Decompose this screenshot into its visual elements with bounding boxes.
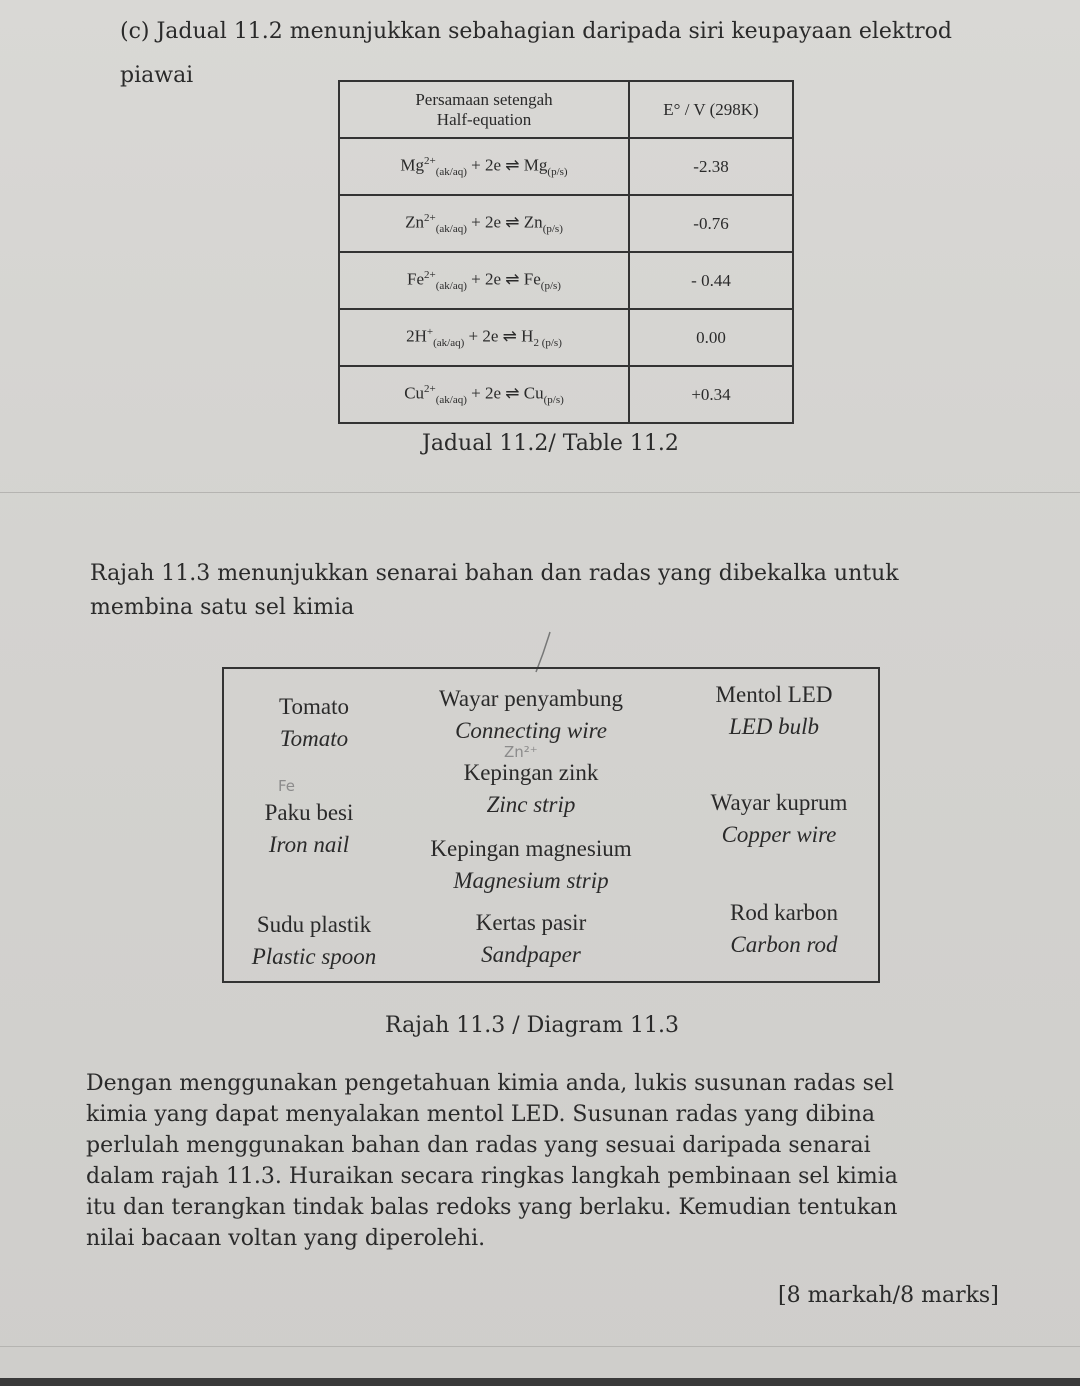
item-tomato: Tomato Tomato <box>279 694 349 751</box>
materials-diagram <box>222 667 880 983</box>
half-equation: $Mg^{2+}_{(ak/aq)} + 2e$ ⇌ $Mg_{(p/s)}$ <box>339 138 629 195</box>
header-half-equation <box>339 81 629 138</box>
item-magnesium-strip: Kepingan magnesium Magnesium strip <box>430 836 632 893</box>
table-row <box>339 366 793 423</box>
item-led-bulb: Mentol LED LED bulb <box>715 682 833 739</box>
table-caption: Jadual 11.2/ Table 11.2 <box>422 431 679 456</box>
table-header-row <box>339 81 793 138</box>
potential-value: 0.00 <box>629 309 793 366</box>
item-plastic-spoon: Sudu plastik Plastic spoon <box>251 912 377 969</box>
handwriting-fe: Fe <box>278 777 296 795</box>
question-line: kimia yang dapat menyalakan mentol LED. Susunan radas yang dibina <box>86 1102 876 1127</box>
item-connecting-wire: Wayar penyambung Connecting wire <box>439 686 623 743</box>
table-row <box>339 138 793 195</box>
intro-line-2: piawai <box>120 63 194 88</box>
header-eq-en: Half-equation <box>436 109 532 129</box>
marks-label: [8 markah/8 marks] <box>778 1283 999 1308</box>
intro-line-1: (c) Jadual 11.2 menunjukkan sebahagian daripada siri keupayaan elektrod <box>120 19 952 44</box>
diagram-caption: Rajah 11.3 / Diagram 11.3 <box>385 1013 680 1038</box>
potential-value: - 0.44 <box>629 252 793 309</box>
half-equation: $Zn^{2+}_{(ak/aq)} + 2e$ ⇌ $Zn_{(p/s)}$ <box>339 195 629 252</box>
para1-line-1: Rajah 11.3 menunjukkan senarai bahan dan radas yang dibekalka untuk <box>90 561 899 586</box>
page-bottom-edge <box>0 1378 1080 1386</box>
para1-line-2: membina satu sel kimia <box>90 595 355 620</box>
table-row <box>339 252 793 309</box>
header-eq-ms: Persamaan setengah <box>415 89 553 109</box>
potential-value: -2.38 <box>629 138 793 195</box>
table-row <box>339 309 793 366</box>
question-line: dalam rajah 11.3. Huraikan secara ringkas langkah pembinaan sel kimia <box>86 1164 898 1189</box>
question-line: nilai bacaan voltan yang diperolehi. <box>86 1226 486 1251</box>
table-row <box>339 195 793 252</box>
half-equation: $Cu^{2+}_{(ak/aq)} + 2e$ ⇌ $Cu_{(p/s)}$ <box>339 366 629 423</box>
question-line: itu dan terangkan tindak balas redoks yang berlaku. Kemudian tentukan <box>86 1195 898 1220</box>
question-line: Dengan menggunakan pengetahuan kimia anda, lukis susunan radas sel <box>86 1071 894 1096</box>
header-potential: E° / V (298K) <box>629 81 793 138</box>
bottom-divider <box>0 1346 1080 1347</box>
potential-value: -0.76 <box>629 195 793 252</box>
item-carbon-rod: Rod karbon Carbon rod <box>730 900 838 957</box>
electrode-potential-table <box>338 80 794 424</box>
item-zinc-strip: Kepingan zink Zinc strip <box>463 760 599 817</box>
half-equation: $Fe^{2+}_{(ak/aq)} + 2e$ ⇌ $Fe_{(p/s)}$ <box>339 252 629 309</box>
potential-value: +0.34 <box>629 366 793 423</box>
divider <box>0 492 1080 493</box>
item-iron-nail: Paku besi Iron nail <box>264 800 354 857</box>
item-copper-wire: Wayar kuprum Copper wire <box>710 790 848 847</box>
item-sandpaper: Kertas pasir Sandpaper <box>475 910 587 967</box>
handwriting-zn: Zn²⁺ <box>504 743 538 761</box>
half-equation: $2H^+_{(ak/aq)} + 2e$ ⇌ $H_{2 (p/s)}$ <box>339 309 629 366</box>
question-line: perlulah menggunakan bahan dan radas yang sesuai daripada senarai <box>86 1133 871 1158</box>
